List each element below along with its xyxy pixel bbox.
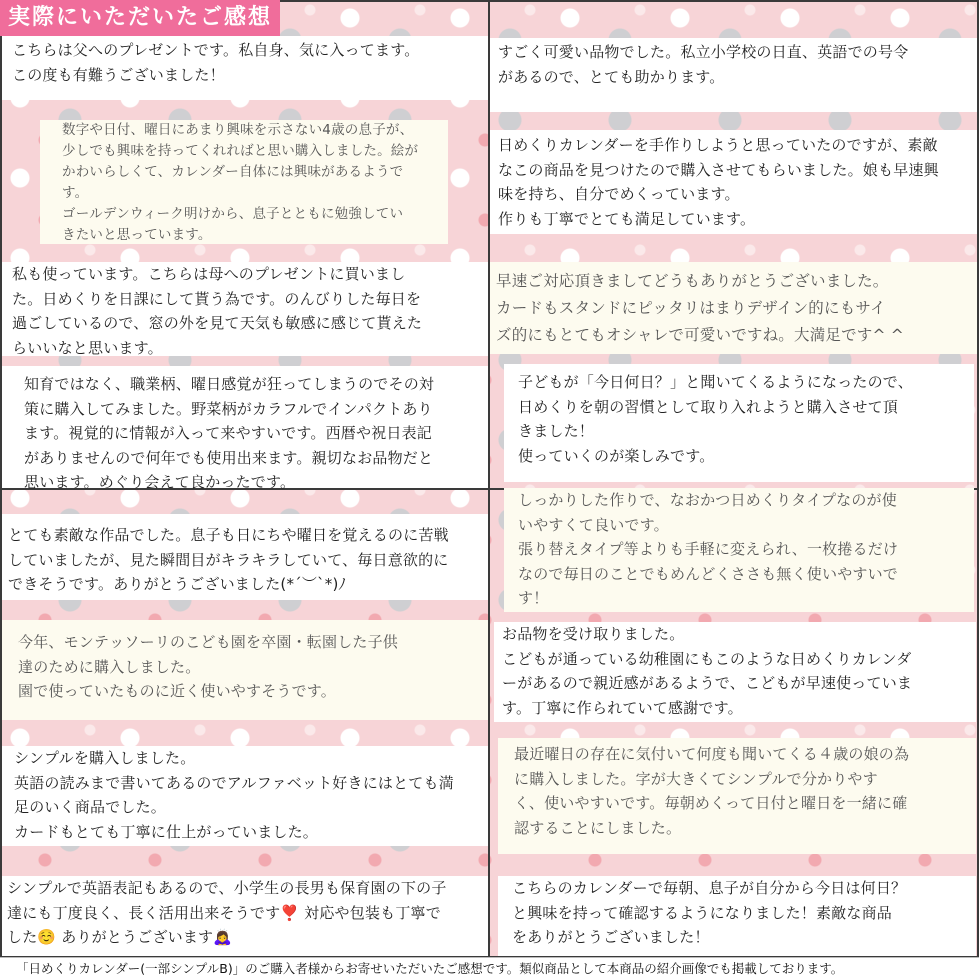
review-card: しっかりした作りで、なおかつ日めくりタイプなのが使 いやすくて良いです。 張り替えタイプ等よりも手軽に変えられ、一枚捲るだけ なので毎日のことでもめんどくささも無く使いやすいで す！ <box>504 488 974 612</box>
review-card: 早速ご対応頂きましてどうもありがとうございました。 カードもスタンドにピッタリはまりデザイン的にもサイ ズ的にもとてもオシャレで可愛いですね。大満足です^ ^ <box>490 262 977 354</box>
review-card: 子どもが「今日何日？」と聞いてくるようになったので、 日めくりを朝の習慣として取り入れようと購入させて頂 きました！ 使っていくのが楽しみです。 <box>504 364 974 482</box>
review-card: シンプルを購入しました。 英語の読みまで書いてあるのでアルファベット好きにはとても満 足のいく商品でした。 カードもとても丁寧に仕上がっていました。 <box>2 746 488 846</box>
review-card: 数字や日付、曜日にあまり興味を示さない4歳の息子が、 少しでも興味を持ってくれればと思い購入しました。絵が かわいらしくて、カレンダー自体には興味があるようで す。 ゴールデンウィーク明けから、息子とともに勉強してい きたいと思っています。 <box>40 120 448 244</box>
review-card: すごく可愛い品物でした。私立小学校の日直、英語での号令 があるので、とても助かります。 <box>490 38 977 112</box>
review-card: 日めくりカレンダーを手作りしようと思っていたのですが、素敵 なこの商品を見つけたので購入させてもらいました。娘も早速興 味を持ち、自分でめくっています。 作りも丁寧でとても満足しています。 <box>490 130 977 234</box>
review-card: 最近曜日の存在に気付いて何度も聞いてくる４歳の娘の為 に購入しました。字が大きくてシンプルで分かりやす く、使いやすいです。毎朝めくって日付と曜日を一緒に確 認することにしました。 <box>498 738 976 854</box>
page-title: 実際にいただいたご感想 <box>0 0 280 36</box>
review-card: 私も使っています。こちらは母へのプレゼントに買いまし た。日めくりを日課にして貰う為です。のんびりした毎日を 過ごしているので、窓の外を見て天気も敏感に感じて貰えた らいいなと思います。 <box>2 262 488 356</box>
review-card: 知育ではなく、職業柄、曜日感覚が狂ってしまうのでその対 策に購入してみました。野菜柄がカラフルでインパクトあり ます。視覚的に情報が入って来やすいです。西暦や祝日表記 がありませんので何年でも使用出来ます。親切なお品物だと 思います。めぐり会えて良かったです。 <box>2 366 488 488</box>
review-card: シンプルで英語表記もあるので、小学生の長男も保育園の下の子 達にも丁度良く、長く活用出来そうです❣️ 対応や包装も丁寧で した☺️ ありがとうございます🙇‍♀️ <box>2 876 488 956</box>
review-card: こちらのカレンダーで毎朝、息子が自分から今日は何日？ と興味を持って確認するようになりました！素敵な商品 をありがとうございました！ <box>498 876 976 956</box>
footer-note: 「日めくりカレンダー(一部シンプルB)」のご購入者様からお寄せいただいたご感想です。類似商品として本商品の紹介画像でも掲載しております。 <box>0 957 979 979</box>
review-card: こちらは父へのプレゼントです。私自身、気に入ってます。 この度も有難うございました！ <box>2 36 488 100</box>
review-card: とても素敵な作品でした。息子も日にちや曜日を覚えるのに苦戦 していましたが、見た瞬間目がキラキラしていて、毎日意欲的に できそうです。ありがとうございました(*´︶`*)ﾉ <box>2 514 488 600</box>
review-card: お品物を受け取りました。 こどもが通っている幼稚園にもこのような日めくりカレンダ ーがあるので親近感があるようで、こどもが早速使っていま す。丁寧に作られていて感謝です。 <box>494 622 976 722</box>
review-card: 今年、モンテッソーリのこども園を卒園・転園した子供 達のために購入しました。 園で使っていたものに近く使いやすそうです。 <box>2 620 488 720</box>
